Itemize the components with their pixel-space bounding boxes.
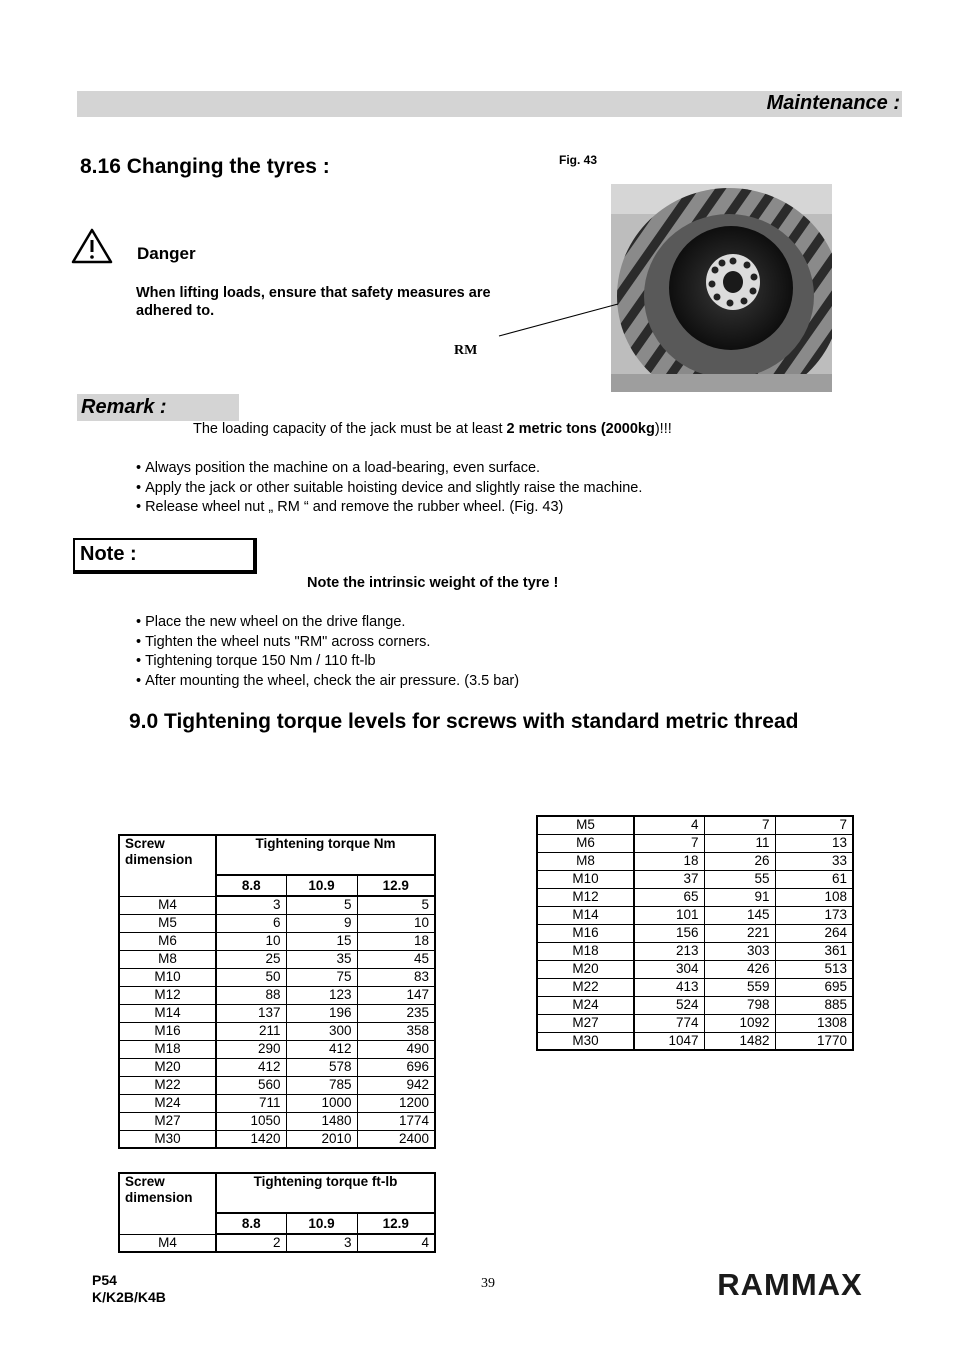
table-row [537, 996, 853, 1014]
cell-value: 26 [704, 852, 775, 870]
cell-value: 303 [704, 942, 775, 960]
cell-value: 33 [775, 852, 853, 870]
col-header-screw-dimension: Screw dimension [119, 835, 216, 896]
cell-value: 65 [634, 888, 704, 906]
grade-header: 10.9 [286, 1213, 357, 1234]
cell-value: 304 [634, 960, 704, 978]
cell-value: 137 [216, 1004, 286, 1022]
cell-value: 211 [216, 1022, 286, 1040]
grade-header: 12.9 [357, 1213, 435, 1234]
cell-value: 264 [775, 924, 853, 942]
cell-value: 1047 [634, 1032, 704, 1050]
list-item: • Apply the jack or other suitable hoisting device and slightly raise the machine. [136, 479, 642, 499]
cell-dimension: M4 [119, 1234, 216, 1252]
cell-dimension: M12 [537, 888, 634, 906]
cell-value: 513 [775, 960, 853, 978]
table-row [119, 950, 435, 968]
cell-dimension: M22 [119, 1076, 216, 1094]
cell-value: 290 [216, 1040, 286, 1058]
table-body [537, 816, 853, 1050]
table-row [537, 906, 853, 924]
cell-value: 5 [286, 896, 357, 914]
cell-value: 1420 [216, 1130, 286, 1148]
cell-value: 108 [775, 888, 853, 906]
cell-value: 75 [286, 968, 357, 986]
table-row [537, 942, 853, 960]
cell-value: 235 [357, 1004, 435, 1022]
cell-value: 123 [286, 986, 357, 1004]
cell-value: 559 [704, 978, 775, 996]
cell-value: 55 [704, 870, 775, 888]
cell-value: 3 [286, 1234, 357, 1252]
table-row [537, 834, 853, 852]
cell-value: 18 [357, 932, 435, 950]
cell-value: 7 [634, 834, 704, 852]
cell-dimension: M6 [119, 932, 216, 950]
cell-value: 196 [286, 1004, 357, 1022]
cell-value: 4 [634, 816, 704, 834]
cell-value: 711 [216, 1094, 286, 1112]
cell-value: 156 [634, 924, 704, 942]
cell-dimension: M20 [537, 960, 634, 978]
cell-value: 578 [286, 1058, 357, 1076]
table-row [119, 1076, 435, 1094]
table-row [119, 1022, 435, 1040]
cell-value: 785 [286, 1076, 357, 1094]
cell-value: 695 [775, 978, 853, 996]
cell-value: 10 [357, 914, 435, 932]
cell-dimension: M10 [537, 870, 634, 888]
cell-value: 61 [775, 870, 853, 888]
cell-value: 798 [704, 996, 775, 1014]
cell-value: 696 [357, 1058, 435, 1076]
cell-value: 885 [775, 996, 853, 1014]
cell-value: 426 [704, 960, 775, 978]
cell-value: 9 [286, 914, 357, 932]
cell-value: 25 [216, 950, 286, 968]
table-row [537, 924, 853, 942]
cell-dimension: M6 [537, 834, 634, 852]
callout-label-rm: RM [454, 343, 478, 358]
cell-dimension: M20 [119, 1058, 216, 1076]
list-item: • Release wheel nut „ RM “ and remove the rubber wheel. (Fig. 43) [136, 498, 642, 518]
cell-value: 3 [216, 896, 286, 914]
cell-value: 15 [286, 932, 357, 950]
cell-value: 358 [357, 1022, 435, 1040]
cell-value: 1000 [286, 1094, 357, 1112]
torque-table-nm [118, 834, 436, 1149]
col-header-screw-dimension: Screw dimension [119, 1173, 216, 1234]
cell-dimension: M24 [119, 1094, 216, 1112]
cell-dimension: M18 [537, 942, 634, 960]
table-row [119, 986, 435, 1004]
callout-line [490, 290, 620, 340]
cell-value: 942 [357, 1076, 435, 1094]
cell-dimension: M16 [119, 1022, 216, 1040]
table-row [119, 968, 435, 986]
cell-value: 412 [216, 1058, 286, 1076]
cell-dimension: M27 [537, 1014, 634, 1032]
cell-dimension: M16 [537, 924, 634, 942]
list-item: • Tightening torque 150 Nm / 110 ft-lb [136, 652, 519, 672]
table-body [119, 896, 435, 1148]
table-row [537, 1014, 853, 1032]
cell-value: 2010 [286, 1130, 357, 1148]
note-text: Note the intrinsic weight of the tyre ! [307, 575, 559, 591]
cell-value: 37 [634, 870, 704, 888]
cell-value: 5 [357, 896, 435, 914]
table-row [537, 852, 853, 870]
table-row [537, 870, 853, 888]
cell-value: 413 [634, 978, 704, 996]
tyre-photo [611, 184, 832, 392]
header-title: Maintenance : [766, 92, 900, 114]
cell-value: 147 [357, 986, 435, 1004]
cell-value: 221 [704, 924, 775, 942]
cell-value: 524 [634, 996, 704, 1014]
table-row [119, 932, 435, 950]
cell-dimension: M5 [119, 914, 216, 932]
footer-model-line2: K/K2B/K4B [92, 1289, 166, 1305]
cell-value: 1482 [704, 1032, 775, 1050]
grade-header: 8.8 [216, 875, 286, 896]
cell-value: 91 [704, 888, 775, 906]
cell-dimension: M8 [537, 852, 634, 870]
remark-text-suffix: )!!! [654, 421, 672, 437]
list-item: • After mounting the wheel, check the air pressure. (3.5 bar) [136, 672, 519, 692]
grade-header: 10.9 [286, 875, 357, 896]
cell-dimension: M5 [537, 816, 634, 834]
remark-text-bold: 2 metric tons (2000kg [506, 421, 655, 437]
table-row [537, 978, 853, 996]
steps-list-2 [136, 613, 519, 692]
figure-label: Fig. 43 [559, 153, 598, 167]
cell-value: 300 [286, 1022, 357, 1040]
cell-value: 6 [216, 914, 286, 932]
cell-value: 13 [775, 834, 853, 852]
group-header-nm: Tightening torque Nm [216, 835, 435, 875]
cell-dimension: M14 [119, 1004, 216, 1022]
cell-dimension: M30 [537, 1032, 634, 1050]
remark-text [193, 421, 672, 437]
table-row [537, 1032, 853, 1050]
cell-dimension: M27 [119, 1112, 216, 1130]
table-row [119, 1234, 435, 1252]
rammax-logo [718, 1266, 862, 1300]
cell-value: 50 [216, 968, 286, 986]
section-heading-90: 9.0 Tightening torque levels for screws with standard metric thread [129, 710, 799, 733]
cell-value: 361 [775, 942, 853, 960]
danger-title: Danger [137, 244, 196, 263]
table-body [119, 1234, 435, 1252]
cell-value: 774 [634, 1014, 704, 1032]
list-item: • Place the new wheel on the drive flange. [136, 613, 519, 633]
torque-table-ftlb-continued [536, 815, 854, 1051]
cell-dimension: M12 [119, 986, 216, 1004]
table-row [537, 888, 853, 906]
cell-dimension: M30 [119, 1130, 216, 1148]
cell-value: 1092 [704, 1014, 775, 1032]
section-heading-816: 8.16 Changing the tyres : [80, 155, 330, 178]
footer-model-line1: P54 [92, 1272, 117, 1288]
cell-value: 7 [704, 816, 775, 834]
warning-triangle-icon [71, 228, 113, 264]
cell-value: 18 [634, 852, 704, 870]
cell-value: 213 [634, 942, 704, 960]
logo-text: RAMMAX [718, 1267, 862, 1300]
cell-value: 35 [286, 950, 357, 968]
cell-dimension: M22 [537, 978, 634, 996]
remark-title: Remark : [81, 396, 167, 418]
cell-value: 1774 [357, 1112, 435, 1130]
cell-value: 1770 [775, 1032, 853, 1050]
remark-text-prefix: The loading capacity of the jack must be at least [193, 421, 507, 437]
list-item: • Tighten the wheel nuts "RM" across corners. [136, 633, 519, 653]
table-row [119, 896, 435, 914]
cell-value: 10 [216, 932, 286, 950]
page-number: 39 [481, 1276, 495, 1291]
cell-value: 1200 [357, 1094, 435, 1112]
cell-value: 83 [357, 968, 435, 986]
cell-value: 1050 [216, 1112, 286, 1130]
table-row [537, 816, 853, 834]
footer-model [92, 1272, 166, 1306]
group-header-ftlb: Tightening torque ft-lb [216, 1173, 435, 1213]
cell-value: 1308 [775, 1014, 853, 1032]
table-row [537, 960, 853, 978]
cell-value: 173 [775, 906, 853, 924]
cell-dimension: M14 [537, 906, 634, 924]
grade-header: 8.8 [216, 1213, 286, 1234]
torque-table-ftlb [118, 1172, 436, 1253]
cell-value: 2400 [357, 1130, 435, 1148]
cell-dimension: M24 [537, 996, 634, 1014]
cell-dimension: M18 [119, 1040, 216, 1058]
cell-value: 4 [357, 1234, 435, 1252]
cell-value: 1480 [286, 1112, 357, 1130]
table-row [119, 1130, 435, 1148]
cell-value: 145 [704, 906, 775, 924]
table-row [119, 1058, 435, 1076]
cell-value: 7 [775, 816, 853, 834]
cell-value: 88 [216, 986, 286, 1004]
table-row [119, 1094, 435, 1112]
cell-value: 560 [216, 1076, 286, 1094]
cell-dimension: M8 [119, 950, 216, 968]
note-title: Note : [80, 543, 137, 565]
steps-list-1 [136, 459, 642, 518]
cell-value: 11 [704, 834, 775, 852]
cell-dimension: M10 [119, 968, 216, 986]
table-row [119, 1040, 435, 1058]
cell-value: 490 [357, 1040, 435, 1058]
table-row [119, 1004, 435, 1022]
grade-header: 12.9 [357, 875, 435, 896]
cell-value: 45 [357, 950, 435, 968]
cell-value: 101 [634, 906, 704, 924]
cell-dimension: M4 [119, 896, 216, 914]
list-item: • Always position the machine on a load-bearing, even surface. [136, 459, 642, 479]
cell-value: 412 [286, 1040, 357, 1058]
cell-value: 2 [216, 1234, 286, 1252]
danger-text: When lifting loads, ensure that safety measures are adhered to. [136, 285, 491, 319]
table-row [119, 914, 435, 932]
header-bar [77, 91, 902, 117]
table-row [119, 1112, 435, 1130]
